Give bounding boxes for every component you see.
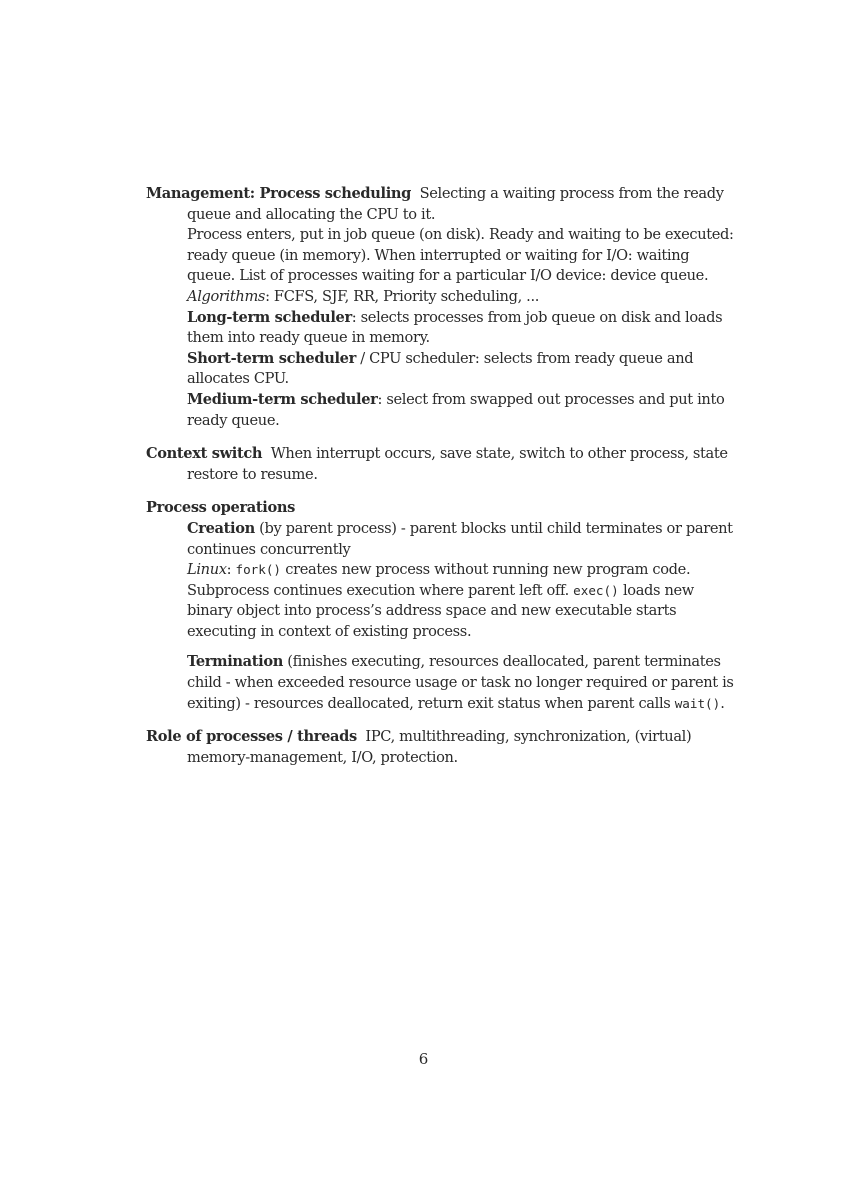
linux-label: Linux: [187, 561, 227, 579]
linux-paragraph: [146, 560, 736, 642]
medium-term-label: Medium-term scheduler: [187, 390, 378, 408]
entry-lead-text: IPC, multithreading, synchronization, (virtual) memory-management, I/O, protection.: [187, 728, 692, 766]
queues-paragraph: Process enters, put in job queue (on disk). Ready and waiting to be executed: ready queue (in memory). When interrupted or waiting for I/O: waiting queue. List of processes waiting for a particular I/O device: device queue.: [187, 226, 734, 285]
short-term-paragraph: [146, 349, 736, 390]
short-term-text: / CPU scheduler: selects from ready queue and allocates CPU.: [187, 349, 694, 388]
algorithms-label: Algorithms: [187, 287, 266, 305]
entry-term: Role of processes / threads: [146, 728, 357, 746]
entry-process-operations: [146, 498, 736, 714]
algorithms-paragraph: [146, 287, 736, 308]
exec-code: exec(): [573, 582, 619, 598]
fork-code: fork(): [235, 562, 281, 578]
entry-lead: [146, 727, 736, 768]
medium-term-paragraph: [146, 390, 736, 431]
algorithms-text: : FCFS, SJF, RR, Priority scheduling, ...: [265, 287, 540, 305]
entry-lead-text: Selecting a waiting process from the ready queue and allocating the CPU to it.: [187, 185, 724, 223]
entry-lead-text: When interrupt occurs, save state, switch to other process, state restore to resume.: [187, 445, 728, 483]
entry-term: Process operations: [146, 499, 295, 517]
entry-lead: [146, 444, 736, 485]
long-term-paragraph: [146, 308, 736, 349]
entry-context-switch: [146, 444, 736, 485]
linux-text-2: creates new process without running new program code. Subprocess continues execution where parent left off.: [187, 561, 691, 599]
short-term-label: Short-term scheduler: [187, 349, 356, 367]
termination-label: Termination: [187, 653, 283, 671]
linux-text-1: :: [226, 561, 236, 579]
long-term-text: : selects processes from job queue on disk and loads them into ready queue in memory.: [187, 308, 723, 347]
document-body: [146, 184, 736, 768]
entry-role-of-processes: [146, 727, 736, 768]
termination-text: (finishes executing, resources deallocated, parent terminates child - when exceeded resource usage or task no longer required or parent is exiting) - resources deallocated, return exit status when parent calls: [187, 653, 734, 712]
entry-term: Management: Process scheduling: [146, 185, 412, 202]
creation-paragraph: [146, 519, 736, 560]
linux-text-3: loads new binary object into process’s address space and new executable starts executing in context of existing process.: [187, 581, 694, 640]
termination-paragraph: [146, 652, 736, 714]
creation-text: (by parent process) - parent blocks until child terminates or parent continues concurrently: [187, 519, 733, 558]
termination-end: .: [720, 694, 725, 712]
medium-term-text: : select from swapped out processes and put into ready queue.: [187, 390, 725, 429]
long-term-label: Long-term scheduler: [187, 308, 352, 326]
entry-lead: [146, 498, 736, 519]
entry-term: Context switch: [146, 445, 263, 463]
entry-process-scheduling: [146, 184, 736, 431]
creation-label: Creation: [187, 519, 255, 537]
page-number: 6: [418, 1050, 429, 1068]
entry-lead: [146, 184, 736, 225]
wait-code: wait(): [674, 695, 721, 711]
